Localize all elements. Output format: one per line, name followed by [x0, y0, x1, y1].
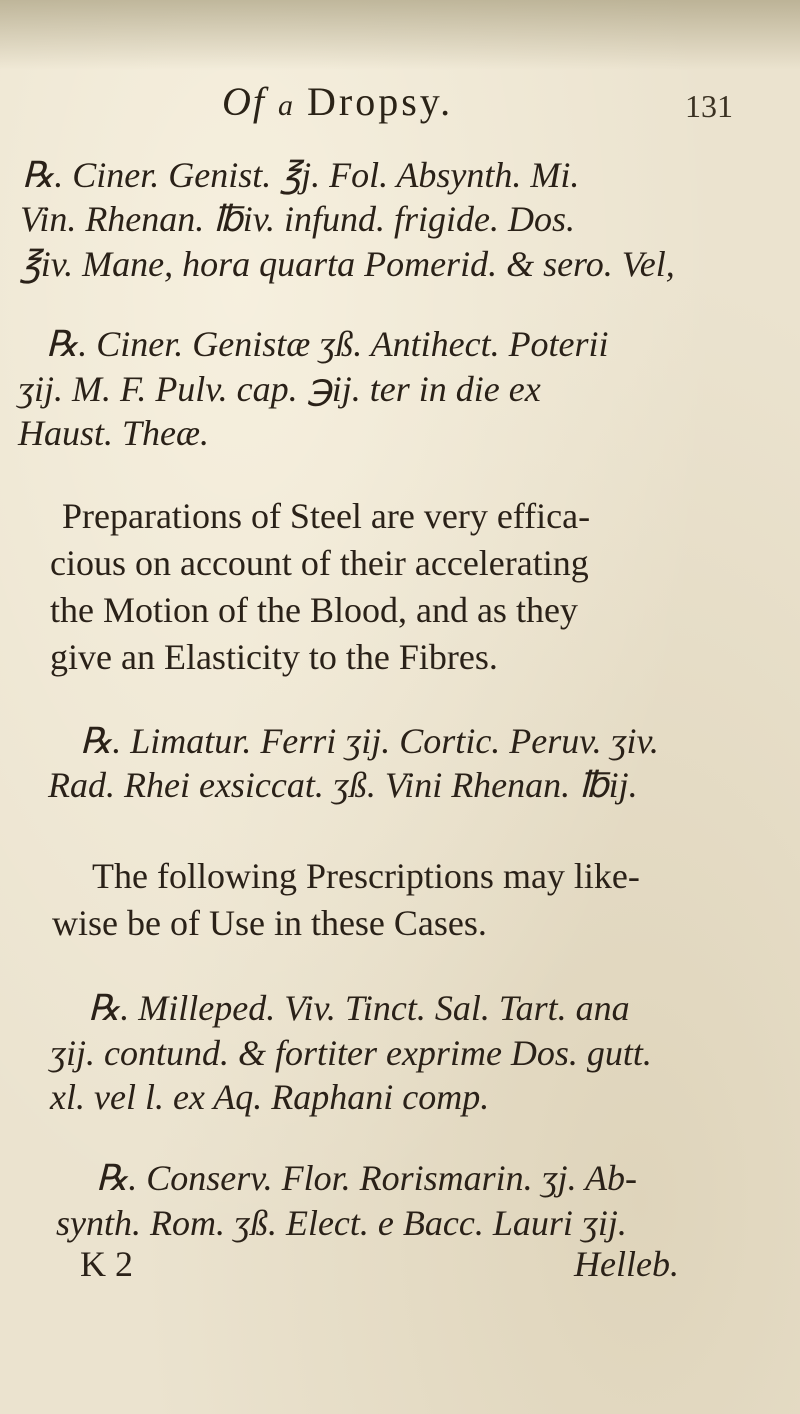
text-line: ℞. Ciner. Genistæ ʒß. Antihect. Poterii	[46, 324, 609, 364]
text-line: the Motion of the Blood, and as they	[50, 590, 578, 630]
text-line: ℞. Limatur. Ferri ʒij. Cortic. Peruv. ʒiv.	[80, 721, 659, 761]
text-line: Preparations of Steel are very effica-	[62, 496, 591, 536]
text-line: ℞. Ciner. Genist. ℥j. Fol. Absynth. Mi.	[22, 155, 580, 195]
running-title-of: Of	[222, 79, 266, 124]
text-line: ℞. Milleped. Viv. Tinct. Sal. Tart. ana	[88, 988, 630, 1028]
page-number: 131	[685, 88, 733, 124]
text-line: Rad. Rhei exsiccat. ʒß. Vini Rhenan. ℔ij.	[48, 765, 638, 805]
text-line: Haust. Theæ.	[18, 413, 210, 453]
text-line: Vin. Rhenan. ℔iv. infund. frigide. Dos.	[20, 199, 576, 239]
running-title-word: Dropsy.	[307, 79, 454, 124]
text-line: ℥iv. Mane, hora quarta Pomerid. & sero. Vel,	[20, 244, 675, 284]
running-title-a: a	[278, 89, 295, 122]
page-header	[0, 78, 800, 128]
text-line: wise be of Use in these Cases.	[52, 903, 487, 943]
signature-mark: K 2	[80, 1244, 133, 1284]
text-line: ℞. Conserv. Flor. Rorismarin. ʒj. Ab-	[96, 1158, 637, 1198]
running-title	[222, 78, 453, 125]
text-line: ʒij. contund. & fortiter exprime Dos. gutt.	[50, 1033, 652, 1073]
text-line: xl. vel l. ex Aq. Raphani comp.	[50, 1077, 490, 1117]
text-line: synth. Rom. ʒß. Elect. e Bacc. Lauri ʒij.	[56, 1203, 627, 1243]
catchword: Helleb.	[574, 1244, 679, 1284]
text-line: ʒij. M. F. Pulv. cap. ℈ij. ter in die ex	[18, 369, 541, 409]
text-line: The following Prescriptions may like-	[92, 856, 640, 896]
text-line: give an Elasticity to the Fibres.	[50, 637, 498, 677]
text-line: cious on account of their accelerating	[50, 543, 589, 583]
page-edge-shadow	[0, 0, 800, 70]
